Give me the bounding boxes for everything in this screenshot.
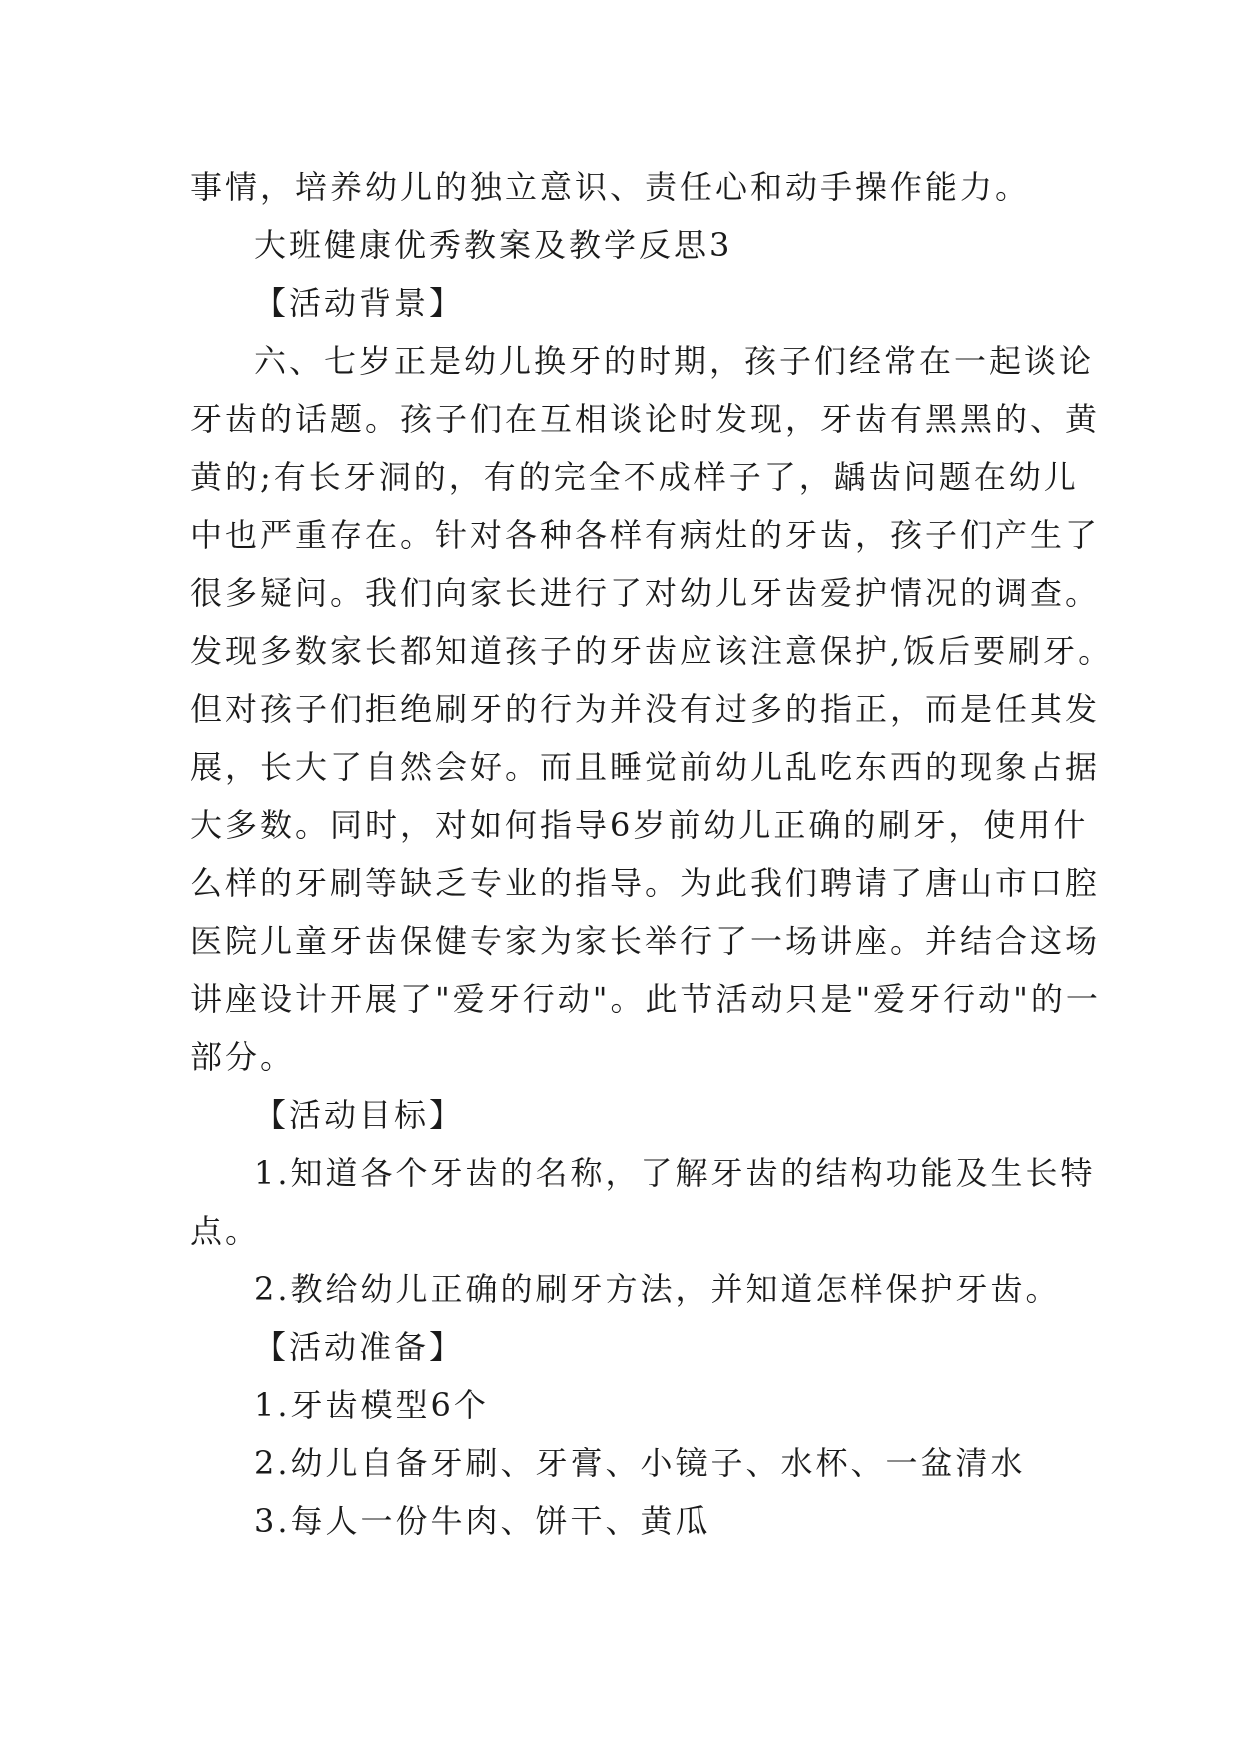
heading-activity-preparation: 【活动准备】 — [254, 1328, 465, 1366]
paragraph-line: 部分。 — [190, 1038, 296, 1076]
heading-activity-goals: 【活动目标】 — [254, 1096, 465, 1134]
paragraph-line: 很多疑问。我们向家长进行了对幼儿牙齿爱护情况的调查。 — [190, 574, 1101, 612]
list-item: 2.幼儿自备牙刷、牙膏、小镜子、水杯、一盆清水 — [254, 1444, 1026, 1482]
list-item-continuation: 点。 — [190, 1212, 261, 1250]
list-item: 1.牙齿模型6个 — [254, 1386, 489, 1424]
paragraph-line: 事情，培养幼儿的独立意识、责任心和动手操作能力。 — [190, 168, 1031, 206]
heading-activity-background: 【活动背景】 — [254, 284, 465, 322]
paragraph-line: 发现多数家长都知道孩子的牙齿应该注意保护,饭后要刷牙。 — [190, 632, 1114, 670]
document-body — [190, 158, 1114, 1550]
paragraph-line: 中也严重存在。针对各种各样有病灶的牙齿，孩子们产生了 — [190, 516, 1101, 554]
list-item: 1.知道各个牙齿的名称，了解牙齿的结构功能及生长特 — [254, 1154, 1096, 1192]
paragraph-line: 医院儿童牙齿保健专家为家长举行了一场讲座。并结合这场 — [190, 922, 1101, 960]
list-item: 3.每人一份牛肉、饼干、黄瓜 — [254, 1502, 711, 1540]
list-item: 2.教给幼儿正确的刷牙方法，并知道怎样保护牙齿。 — [254, 1270, 1061, 1308]
paragraph-line: 大多数。同时，对如何指导6岁前幼儿正确的刷牙，使用什 — [190, 806, 1089, 844]
paragraph-line: 六、七岁正是幼儿换牙的时期，孩子们经常在一起谈论 — [254, 342, 1095, 380]
paragraph-line: 讲座设计开展了"爱牙行动"。此节活动只是"爱牙行动"的一 — [190, 980, 1101, 1018]
paragraph-line: 展，长大了自然会好。而且睡觉前幼儿乱吃东西的现象占据 — [190, 748, 1101, 786]
paragraph-line: 但对孩子们拒绝刷牙的行为并没有过多的指正，而是任其发 — [190, 690, 1101, 728]
paragraph-line: 牙齿的话题。孩子们在互相谈论时发现，牙齿有黑黑的、黄 — [190, 400, 1101, 438]
paragraph-line: 么样的牙刷等缺乏专业的指导。为此我们聘请了唐山市口腔 — [190, 864, 1101, 902]
section-title: 大班健康优秀教案及教学反思3 — [254, 226, 733, 264]
paragraph-line: 黄的;有长牙洞的，有的完全不成样子了，龋齿问题在幼儿 — [190, 458, 1079, 496]
